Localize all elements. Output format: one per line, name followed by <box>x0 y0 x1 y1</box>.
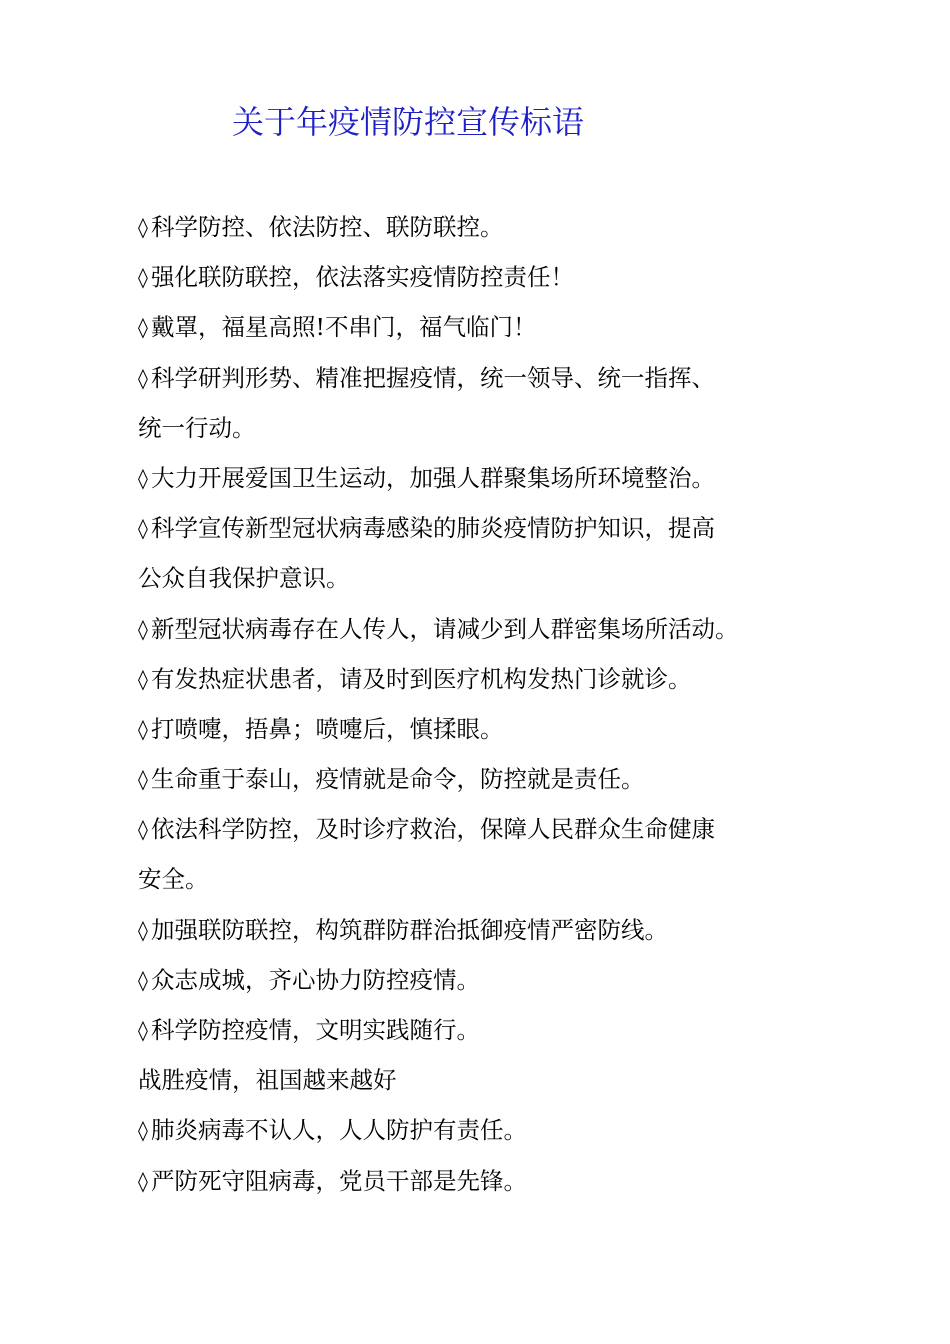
diamond-bullet-icon: ◊ <box>138 516 148 541</box>
slogan-text: 严防死守阻病毒，党员干部是先锋。 <box>151 1166 527 1195</box>
diamond-bullet-icon: ◊ <box>138 1018 148 1042</box>
diamond-bullet-icon: ◊ <box>138 917 148 942</box>
slogan-text: 战胜疫情，祖国越来越好 <box>138 1066 397 1095</box>
slogan-line <box>138 553 918 603</box>
diamond-bullet-icon: ◊ <box>138 716 148 741</box>
slogan-line <box>138 403 918 453</box>
slogan-text: 科学研判形势、精准把握疫情，统一领导、统一指挥、 <box>151 363 715 392</box>
diamond-bullet-icon: ◊ <box>138 265 148 290</box>
slogan-text: 打喷嚏，捂鼻；喷嚏后，慎揉眼。 <box>151 714 504 743</box>
slogan-text: 大力开展爱国卫生运动，加强人群聚集场所环境整治。 <box>151 463 715 492</box>
slogan-line <box>138 704 918 754</box>
slogan-line <box>138 754 918 804</box>
diamond-bullet-icon: ◊ <box>138 1118 148 1143</box>
diamond-bullet-icon: ◊ <box>138 315 148 340</box>
slogan-line <box>138 804 918 854</box>
diamond-bullet-icon: ◊ <box>138 666 148 691</box>
diamond-bullet-icon: ◊ <box>138 767 148 792</box>
slogan-line <box>138 854 918 904</box>
diamond-bullet-icon: ◊ <box>138 1168 148 1193</box>
slogan-line <box>138 905 918 955</box>
slogan-line <box>138 1105 918 1155</box>
document-title: 关于年疫情防控宣传标语 <box>232 103 585 141</box>
slogan-line <box>138 202 918 252</box>
slogan-text: 生命重于泰山，疫情就是命令，防控就是责任。 <box>151 765 645 794</box>
slogan-text: 科学防控、依法防控、联防联控。 <box>151 213 504 241</box>
slogan-text: 众志成城，齐心协力防控疫情。 <box>151 965 480 994</box>
slogan-text: 新型冠状病毒存在人传人，请减少到人群密集场所活动。 <box>151 614 739 643</box>
slogan-line <box>138 353 918 403</box>
slogan-text: 肺炎病毒不认人，人人防护有责任。 <box>151 1116 527 1145</box>
slogan-line <box>138 503 918 553</box>
slogan-text: 公众自我保护意识。 <box>138 564 350 593</box>
slogan-line <box>138 1005 918 1055</box>
slogan-line <box>138 654 918 704</box>
slogan-text: 科学宣传新型冠状病毒感染的肺炎疫情防护知识，提高 <box>151 514 715 543</box>
diamond-bullet-icon: ◊ <box>138 616 148 641</box>
slogan-line <box>138 604 918 654</box>
slogan-text: 依法科学防控，及时诊疗救治，保障人民群众生命健康 <box>151 815 715 844</box>
slogan-text: 安全。 <box>138 865 209 894</box>
diamond-bullet-icon: ◊ <box>138 465 148 490</box>
slogan-line <box>138 252 918 302</box>
slogan-text: 强化联防联控，依法落实疫情防控责任！ <box>151 263 574 292</box>
slogan-line <box>138 955 918 1005</box>
diamond-bullet-icon: ◊ <box>138 365 148 390</box>
slogan-line <box>138 1055 918 1105</box>
slogan-text: 加强联防联控，构筑群防群治抵御疫情严密防线。 <box>151 915 668 944</box>
slogan-line <box>138 453 918 503</box>
slogan-text: 戴罩，福星高照!不串门，福气临门！ <box>151 313 537 342</box>
slogan-text: 有发热症状患者，请及时到医疗机构发热门诊就诊。 <box>151 664 692 693</box>
slogan-list <box>138 202 918 1206</box>
diamond-bullet-icon: ◊ <box>138 215 148 239</box>
diamond-bullet-icon: ◊ <box>138 967 148 992</box>
slogan-text: 统一行动。 <box>138 413 256 442</box>
slogan-line <box>138 1156 918 1206</box>
slogan-line <box>138 302 918 352</box>
slogan-text: 科学防控疫情，文明实践随行。 <box>151 1016 480 1044</box>
diamond-bullet-icon: ◊ <box>138 817 148 842</box>
